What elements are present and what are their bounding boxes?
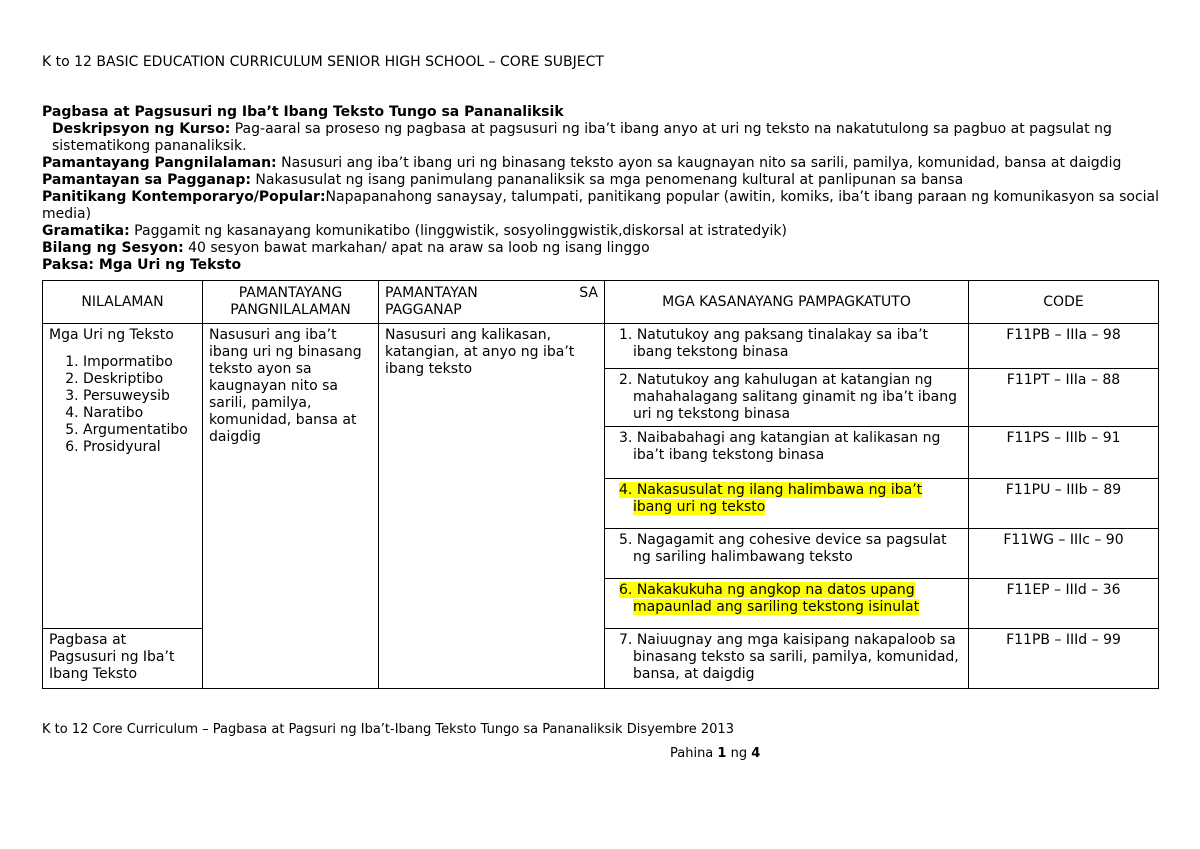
competency-cell: 7. Naiuugnay ang mga kaisipang nakapaloob sa binasang teksto sa sarili, pamilya, komunidad, bansa, at daigdig — [605, 629, 969, 689]
table-row — [43, 324, 1159, 369]
text-types-list — [49, 354, 196, 456]
list-item: 1. Impormatibo — [83, 354, 196, 371]
list-item: 2. Deskriptibo — [83, 371, 196, 388]
nilalaman-cell — [43, 324, 203, 629]
content-standard: Pamantayang Pangnilalaman: Nasusuri ang iba’t ibang uri ng binasang teksto ayon sa kaugnayan nito sa sarili, pamilya, komunidad, bansa at daigdig — [42, 155, 1122, 171]
code-cell: F11EP – IIId – 36 — [969, 579, 1159, 629]
page-header: K to 12 BASIC EDUCATION CURRICULUM SENIOR HIGH SCHOOL – CORE SUBJECT — [42, 54, 604, 70]
competency-cell: 1. Natutukoy ang paksang tinalakay sa iba’t ibang tekstong binasa — [605, 324, 969, 369]
pagganap-cell: Nasusuri ang kalikasan, katangian, at anyo ng iba’t ibang teksto — [379, 324, 605, 689]
session-count: Bilang ng Sesyon: 40 sesyon bawat markahan/ apat na araw sa loob ng isang linggo — [42, 240, 650, 256]
code-cell: F11PS – IIIb – 91 — [969, 427, 1159, 479]
competency-cell: 4. Nakasusulat ng ilang halimbawa ng iba’t ibang uri ng teksto — [605, 479, 969, 529]
course-title: Pagbasa at Pagsusuri ng Iba’t Ibang Teksto Tungo sa Pananaliksik — [42, 104, 564, 120]
header-code: CODE — [969, 281, 1159, 324]
course-description: Deskripsyon ng Kurso: Pag-aaral sa proseso ng pagbasa at pagsusuri ng iba’t ibang anyo at uri ng teksto na nakatutulong sa pagbuo at pagsulat ng sistematikong pananaliksik. — [52, 121, 1112, 154]
page-number: Pahina 1 ng 4 — [670, 746, 761, 761]
list-item: 4. Naratibo — [83, 405, 196, 422]
list-item: 5. Argumentatibo — [83, 422, 196, 439]
literature: Panitikang Kontemporaryo/Popular:Napapanahong sanaysay, talumpati, panitikang popular (awitin, komiks, iba’t ibang paraan ng komunikasyon sa social media) — [42, 189, 1160, 222]
code-cell: F11WG – IIIc – 90 — [969, 529, 1159, 579]
header-pamantayan-sa-pagganap: PAMANTAYAN SA PAGGANAP — [379, 281, 605, 324]
performance-standard: Pamantayan sa Pagganap: Nakasusulat ng isang panimulang pananaliksik sa mga penomenang kultural at panlipunan sa bansa — [42, 172, 964, 188]
code-cell: F11PB – IIIa – 98 — [969, 324, 1159, 369]
nilalaman-title: Mga Uri ng Teksto — [49, 327, 174, 343]
competency-cell: 6. Nakakukuha ng angkop na datos upang mapaunlad ang sariling tekstong isinulat — [605, 579, 969, 629]
curriculum-table — [42, 280, 1159, 689]
nilalaman-cell-2: Pagbasa at Pagsusuri ng Iba’t Ibang Teksto — [43, 629, 203, 689]
competency-cell: 3. Naibabahagi ang katangian at kalikasan ng iba’t ibang tekstong binasa — [605, 427, 969, 479]
topic: Paksa: Mga Uri ng Teksto — [42, 257, 242, 273]
code-cell: F11PT – IIIa – 88 — [969, 369, 1159, 427]
competency-cell: 2. Natutukoy ang kahulugan at katangian ng mahahalagang salitang ginamit ng iba’t ibang uri ng tekstong binasa — [605, 369, 969, 427]
header-pamantayang-pangnilalaman: PAMANTAYANG PANGNILALAMAN — [203, 281, 379, 324]
list-item: 6. Prosidyural — [83, 439, 196, 456]
code-cell: F11PB – IIId – 99 — [969, 629, 1159, 689]
pangnilalaman-cell: Nasusuri ang iba’t ibang uri ng binasang teksto ayon sa kaugnayan nito sa sarili, pamilya, komunidad, bansa at daigdig — [203, 324, 379, 689]
header-nilalaman: NILALAMAN — [43, 281, 203, 324]
list-item: 3. Persuweysib — [83, 388, 196, 405]
competency-cell: 5. Nagagamit ang cohesive device sa pagsulat ng sariling halimbawang teksto — [605, 529, 969, 579]
curriculum-meta — [42, 104, 1162, 274]
grammar: Gramatika: Paggamit ng kasanayang komunikatibo (linggwistik, sosyolinggwistik,diskorsal at istratedyik) — [42, 223, 787, 239]
page-footer: K to 12 Core Curriculum – Pagbasa at Pagsuri ng Iba’t-Ibang Teksto Tungo sa Pananaliksik Disyembre 2013 — [42, 722, 734, 737]
table-header-row — [43, 281, 1159, 324]
header-kasanayan: MGA KASANAYANG PAMPAGKATUTO — [605, 281, 969, 324]
code-cell: F11PU – IIIb – 89 — [969, 479, 1159, 529]
